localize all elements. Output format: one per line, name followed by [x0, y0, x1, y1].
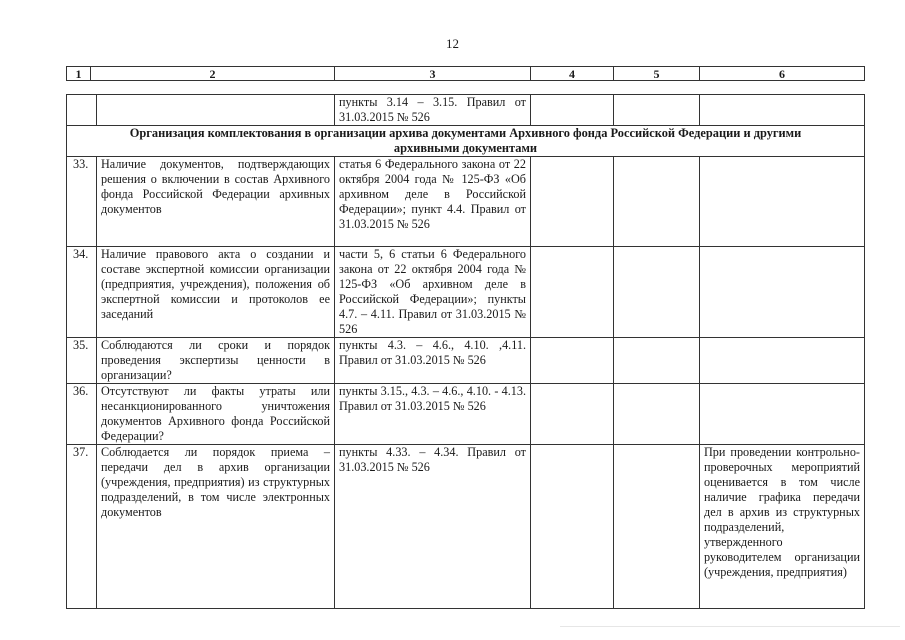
note-cell [700, 157, 865, 247]
column-4-cell [531, 338, 614, 384]
column-header-3: 3 [335, 67, 531, 81]
column-header-4: 4 [531, 67, 614, 81]
column-4-cell [531, 95, 614, 126]
reference-cell: части 5, 6 статьи 6 Федерального закона от 22 октября 2004 года № 125-ФЗ «Об архивном деле в Российской Федерации»; пункты 4.7. – 4.11. Правил от 31.03.2015 № 526 [335, 247, 531, 338]
column-4-cell [531, 445, 614, 609]
reference-cell: статья 6 Федерального закона от 22 октября 2004 года № 125-ФЗ «Об архивном деле в Российской Федерации»; пункт 4.4. Правил от 31.03.2015 № 526 [335, 157, 531, 247]
section-header-row [67, 126, 865, 157]
column-header-2: 2 [91, 67, 335, 81]
column-5-cell [614, 247, 700, 338]
row-number: 34. [67, 247, 97, 338]
checklist-table [66, 94, 865, 609]
requirement-cell: Отсутствуют ли факты утраты или несанкционированного уничтожения документов Архивного фонда Российской Федерации? [97, 384, 335, 445]
requirement-cell: Наличие правового акта о создании и составе экспертной комиссии организации (предприятия, учреждения), положения об экспертной комиссии и протоколов ее заседаний [97, 247, 335, 338]
table-row [67, 445, 865, 609]
section-title: Организация комплектования в организации архива документами Архивного фонда Российской Федерации и другими архивными документами [67, 126, 865, 157]
column-header-5: 5 [614, 67, 700, 81]
requirement-cell: Наличие документов, подтверждающих решения о включении в состав Архивного фонда Российской Федерации архивных документов [97, 157, 335, 247]
column-5-cell [614, 95, 700, 126]
column-header-6: 6 [700, 67, 865, 81]
reference-cell: пункты 3.15., 4.3. – 4.6., 4.10. - 4.13. Правил от 31.03.2015 № 526 [335, 384, 531, 445]
table-row [67, 157, 865, 247]
table-row [67, 338, 865, 384]
requirement-cell: Соблюдаются ли сроки и порядок проведения экспертизы ценности в организации? [97, 338, 335, 384]
note-cell: При проведении контрольно-проверочных мероприятий оценивается в том числе наличие графика передачи дел в архив из структурных подразделений, утвержденного руководителем организации (учреждения, предприятия) [700, 445, 865, 609]
note-cell [700, 247, 865, 338]
column-5-cell [614, 384, 700, 445]
column-header-table [66, 66, 865, 81]
note-cell [700, 95, 865, 126]
note-cell [700, 338, 865, 384]
column-4-cell [531, 384, 614, 445]
reference-cell: пункты 3.14 – 3.15. Правил от 31.03.2015 № 526 [335, 95, 531, 126]
column-5-cell [614, 338, 700, 384]
page-number: 12 [446, 36, 459, 51]
scan-artifact-line [560, 626, 900, 627]
column-5-cell [614, 445, 700, 609]
requirement-cell: Соблюдается ли порядок приема – передачи дел в архив организации (учреждения, предприятия) из структурных подразделений, в том числе электронных документов [97, 445, 335, 609]
row-number: 37. [67, 445, 97, 609]
column-5-cell [614, 157, 700, 247]
continuation-row [67, 95, 865, 126]
table-row [67, 247, 865, 338]
table-row [67, 384, 865, 445]
row-number: 33. [67, 157, 97, 247]
row-number [67, 95, 97, 126]
column-4-cell [531, 247, 614, 338]
reference-cell: пункты 4.33. – 4.34. Правил от 31.03.2015 № 526 [335, 445, 531, 609]
column-header-1: 1 [67, 67, 91, 81]
row-number: 36. [67, 384, 97, 445]
column-header-row [67, 67, 865, 81]
note-cell [700, 384, 865, 445]
requirement-cell [97, 95, 335, 126]
reference-cell: пункты 4.3. – 4.6., 4.10. ,4.11. Правил от 31.03.2015 № 526 [335, 338, 531, 384]
row-number: 35. [67, 338, 97, 384]
column-4-cell [531, 157, 614, 247]
